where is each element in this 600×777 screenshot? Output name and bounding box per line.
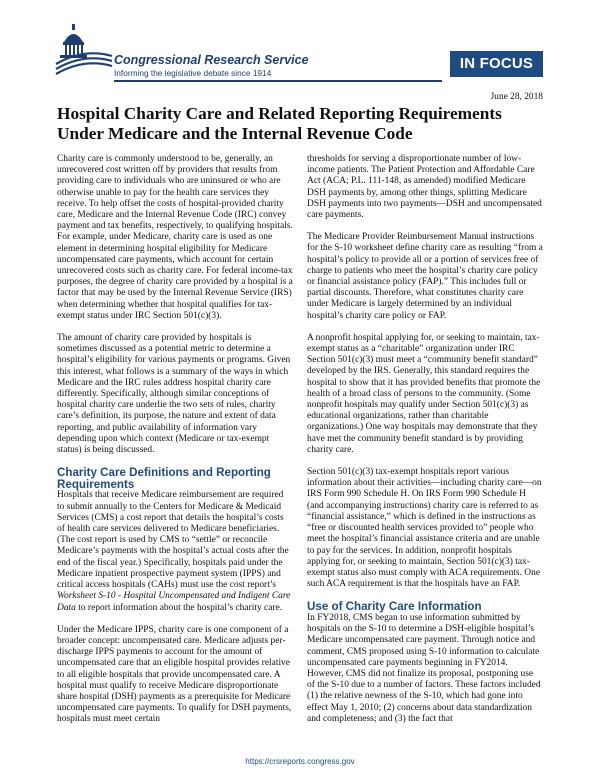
title-line-2: Under Medicare and the Internal Revenue Code <box>57 124 413 143</box>
manual-paragraph: The Medicare Provider Reimbursement Manual instructions for the S-10 worksheet define charity care as resulting “from a hospital’s policy to provide all or a portion of services free of charge to patients who meet the hospital’s charity care policy or financial assistance policy (FAP).” This includes full or partial discounts. Therefore, what constitutes charity care under Medicare is largely determined by an individual hospital’s charity care policy or FAP. <box>307 232 543 321</box>
definitions-text-end: to report information about the hospital’s charity care. <box>75 602 283 613</box>
in-focus-badge: IN FOCUS <box>450 51 543 77</box>
page-title <box>57 104 547 144</box>
definitions-paragraph-2: Under the Medicare IPPS, charity care is one component of a broader concept: uncompensated care. Medicare adjusts per-discharge IPPS payments to account for the amount of uncompensated care that an eligible hospital provides relative to all eligible hospitals that provide uncompensated care. A hospital must qualify to receive Medicare disproportionate share hospital (DSH) payments as a prerequisite for Medicare uncompensated care payments. To qualify for DSH payments, hospitals must meet certain <box>57 624 292 725</box>
publication-date: June 28, 2018 <box>490 92 543 102</box>
right-column <box>307 154 543 736</box>
worksheet-title: Worksheet S-10 - Hospital Uncompensated and Indigent Care Data <box>57 591 291 613</box>
capitol-dome-icon <box>54 22 114 78</box>
dsh-paragraph: thresholds for serving a disproportionate number of low-income patients. The Patient Protection and Affordable Care Act (ACA; P.L. 111-148, as amended) modified Medicare DSH payments by, among other things, splitting Medicare DSH payments into two payments—DSH and uncompensated care payments. <box>307 154 542 221</box>
left-column <box>57 154 293 737</box>
section-heading-use: Use of Charity Care Information <box>307 600 482 614</box>
org-tagline: Informing the legislative debate since 1914 <box>114 68 272 78</box>
definitions-paragraph-1 <box>57 490 293 613</box>
header-divider <box>114 80 442 82</box>
section-heading-definitions: Charity Care Definitions and Reporting Requirements <box>57 466 271 491</box>
footer-url[interactable]: https://crsreports.congress.gov <box>245 757 355 766</box>
definitions-text-start: Hospitals that receive Medicare reimbursement are required to submit annually to the Centers for Medicare & Medicaid Services (CMS) a cost report that details the hospital’s costs of health care services delivered to Medicare beneficiaries. (The cost report is used by CMS to “settle” or reconcile Medicare’s payments with the hospital’s actual costs after the end of the fiscal year.) Specifically, hospitals paid under the Medicare inpatient prospective payment system (IPPS) and critical access hospitals (CAHs) must use the cost report’s <box>57 490 289 591</box>
intro-paragraph-2: The amount of charity care provided by hospitals is sometimes discussed as a potential metric to determine a hospital’s eligibility for various payments or programs. Given this interest, what follows is a summary of the ways in which Medicare and the IRC rules address hospital charity care differently. Specifically, although similar conceptions of hospital charity care underlie the two sets of rules, charity care’s definition, its purpose, the nature and extent of data reporting, and public availability of information vary depending upon which context (Medicare or tax-exempt status) is being discussed. <box>57 333 291 456</box>
use-paragraph: In FY2018, CMS began to use information submitted by hospitals on the S-10 to determine a DSH-eligible hospital’s Medicare uncompensated care payment. Through notice and comment, CMS proposed using S-10 information to calculate uncompensated care payments beginning in FY2014. However, CMS did not finalize its proposal, postponing use of the S-10 due to a number of factors. These factors included (1) the relative newness of the S-10, which had gone into effect May 1, 2010; (2) concerns about data standardization and completeness; and (3) the fact that <box>307 612 541 724</box>
nonprofit-paragraph: A nonprofit hospital applying for, or seeking to maintain, tax-exempt status as a “charitable” organization under IRC Section 501(c)(3) must meet a “community benefit standard” developed by the IRS. Generally, this standard requires the hospital to show that it has provided benefits that promote the health of a broad class of persons to the community. (Some nonprofit hospitals may qualify under Section 501(c)(3) as educational organizations, rather than charitable organizations.) One way hospitals may demonstrate that they have met the community benefit standard is by providing charity care. <box>307 332 541 455</box>
form-990-paragraph: Section 501(c)(3) tax-exempt hospitals report various information about their activities—including charity care—on IRS Form 990 Schedule H. On IRS Form 990 Schedule H (and accompanying instructions) charity care is referred to as “financial assistance,” which is defined in the instructions as “free or discounted health services provided to” people who meet the hospital’s financial assistance criteria and are unable to pay for the services. In addition, nonprofit hospitals applying for, or seeking to maintain, Section 501(c)(3) tax-exempt status also must comply with ACA requirements. One such ACA requirement is that the hospitals have an FAP. <box>307 467 542 590</box>
org-name: Congressional Research Service <box>114 53 309 67</box>
report-header <box>0 0 600 100</box>
intro-paragraph-1: Charity care is commonly understood to be, generally, an unrecovered cost written off by providers that results from providing care to individuals who are uninsured or who are otherwise unable to pay for the health care services they receive. To help offset the costs of hospital-provided charity care, Medicare and the Internal Revenue Code (IRC) convey payment and tax benefits, respectively, to qualifying hospitals. For example, under Medicare, charity care is used as one element in determining hospital eligibility for Medicare uncompensated care payments, which account for certain unrecovered costs such as charity care. For federal income-tax purposes, the degree of charity care provided by a hospital is a factor that may be used by the Internal Revenue Service (IRS) when determining whether that hospital qualifies for tax-exempt status under IRC Section 501(c)(3). <box>57 154 293 321</box>
title-line-1: Hospital Charity Care and Related Reporting Requirements <box>57 104 502 123</box>
